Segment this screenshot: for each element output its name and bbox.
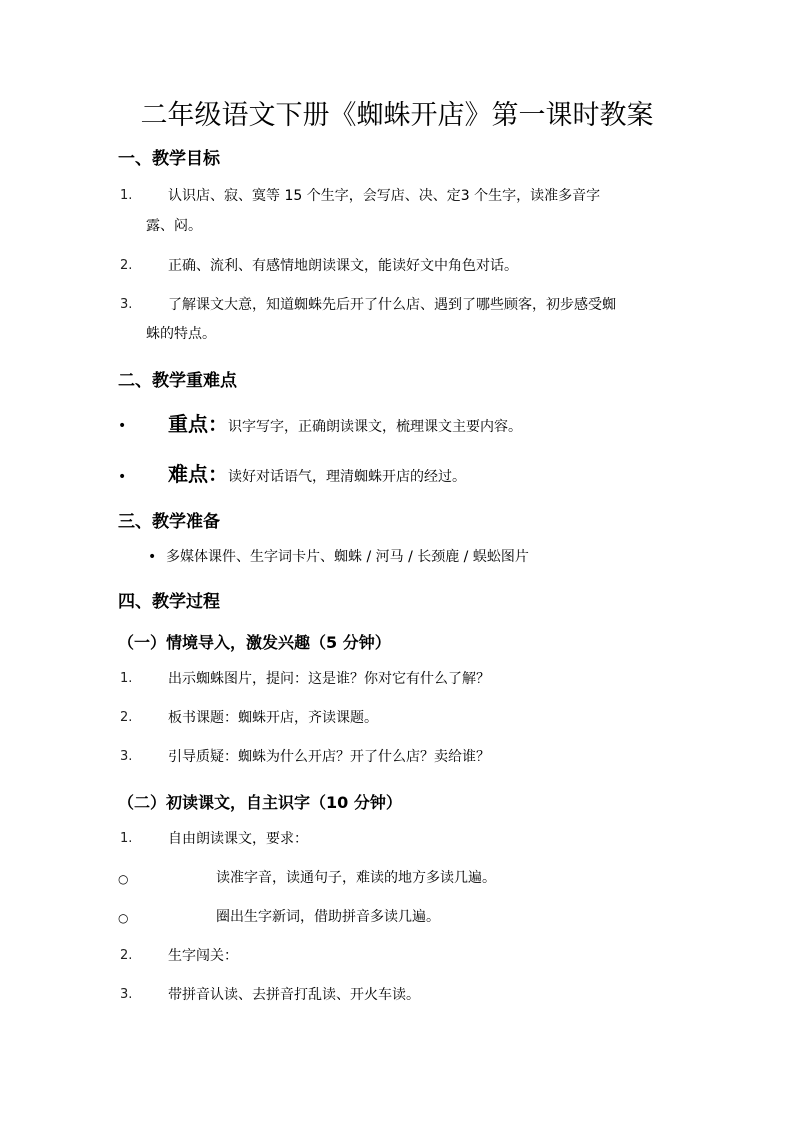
list-number: 2. — [120, 258, 133, 273]
section-heading-process: 四、教学过程 — [118, 592, 220, 612]
process-step: 自由朗读课文，要求： — [168, 831, 308, 847]
difficulty-item — [168, 460, 466, 490]
goal-item-1-line1: 认识店、寂、寞等 15 个生字，会写店、决、定3 个生字，读准多音字 — [168, 188, 601, 204]
key-point-item — [168, 410, 522, 440]
subsection-heading-part2: （二）初读课文，自主识字（10 分钟） — [118, 793, 402, 812]
process-step: 生字闯关： — [168, 948, 238, 964]
list-number: 1. — [120, 831, 133, 846]
goal-item-3-line1: 了解课文大意，知道蜘蛛先后开了什么店、遇到了哪些顾客，初步感受蜘 — [168, 297, 616, 313]
process-step: 板书课题：蜘蛛开店，齐读课题。 — [168, 710, 378, 726]
list-number: 3. — [120, 987, 133, 1002]
section-heading-key-points: 二、教学重难点 — [118, 371, 237, 391]
document-title: 二年级语文下册《蜘蛛开店》第一课时教案 — [140, 100, 654, 131]
circle-bullet-icon: ○ — [118, 911, 129, 925]
subsection-heading-part1: （一）情境导入，激发兴趣（5 分钟） — [118, 633, 391, 652]
section-heading-preparation: 三、教学准备 — [118, 512, 220, 532]
bullet-icon: • — [118, 418, 127, 434]
difficulty-text: 读好对话语气，理清蜘蛛开店的经过。 — [228, 469, 466, 485]
goal-item-3-line2: 蛛的特点。 — [146, 326, 216, 342]
list-number: 2. — [120, 710, 133, 725]
bullet-icon: • — [148, 549, 157, 565]
difficulty-label: 难点： — [168, 462, 228, 486]
preparation-item: 多媒体课件、生字词卡片、蜘蛛 / 河马 / 长颈鹿 / 蜈蚣图片 — [166, 549, 529, 565]
sub-step: 圈出生字新词，借助拼音多读几遍。 — [216, 909, 440, 925]
process-step: 出示蜘蛛图片，提问：这是谁？你对它有什么了解？ — [168, 671, 490, 687]
circle-bullet-icon: ○ — [118, 872, 129, 886]
list-number: 3. — [120, 749, 133, 764]
process-step: 引导质疑：蜘蛛为什么开店？开了什么店？卖给谁？ — [168, 749, 490, 765]
key-point-text: 识字写字，正确朗读课文，梳理课文主要内容。 — [228, 419, 522, 435]
process-step: 带拼音认读、去拼音打乱读、开火车读。 — [168, 987, 420, 1003]
goal-item-1-line2: 露、闷。 — [146, 218, 202, 234]
list-number: 1. — [120, 188, 133, 203]
section-heading-goals: 一、教学目标 — [118, 149, 220, 169]
sub-step: 读准字音，读通句子，难读的地方多读几遍。 — [216, 870, 496, 886]
bullet-icon: • — [118, 469, 127, 485]
list-number: 1. — [120, 671, 133, 686]
list-number: 3. — [120, 297, 133, 312]
goal-item-2: 正确、流利、有感情地朗读课文，能读好文中角色对话。 — [168, 258, 518, 274]
list-number: 2. — [120, 948, 133, 963]
key-point-label: 重点： — [168, 412, 228, 436]
